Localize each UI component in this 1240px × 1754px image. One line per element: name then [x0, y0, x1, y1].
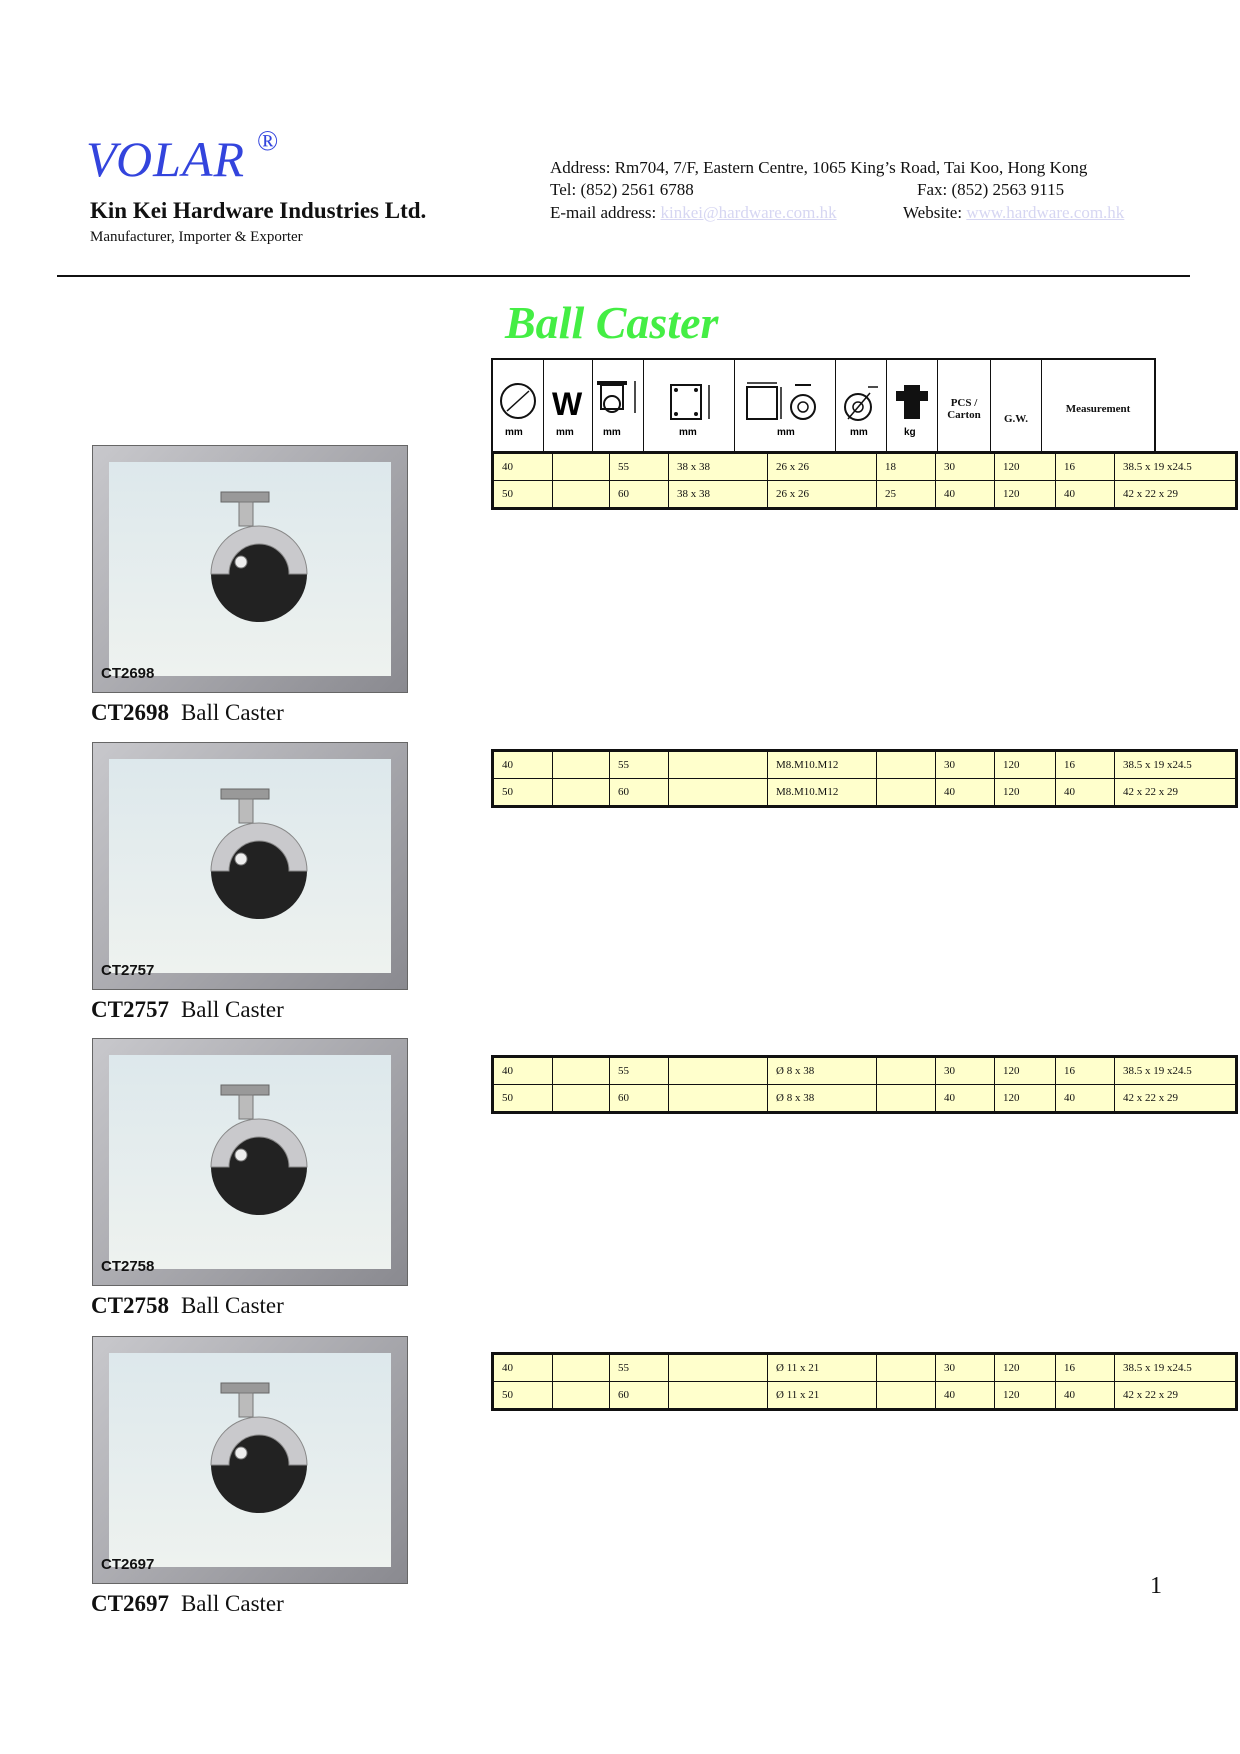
table-cell: 26 x 26	[768, 453, 877, 481]
product-name: Ball Caster	[180, 1293, 284, 1318]
photo-backdrop	[109, 1055, 391, 1269]
table-cell: 40	[936, 1382, 995, 1410]
table-row	[493, 779, 1237, 807]
ball-caster-illustration	[109, 759, 393, 975]
table-row	[493, 751, 1237, 779]
website-link[interactable]: www.hardware.com.hk	[966, 203, 1125, 222]
table-cell: 30	[936, 751, 995, 779]
svg-text:W: W	[552, 386, 583, 422]
company-name: Kin Kei Hardware Industries Ltd.	[90, 198, 427, 223]
table-cell: 30	[936, 453, 995, 481]
photo-code-label: CT2698	[101, 665, 155, 682]
spec-table	[491, 1055, 1238, 1114]
table-cell: 30	[936, 1354, 995, 1382]
spec-table	[491, 451, 1238, 510]
table-cell: 120	[995, 779, 1056, 807]
table-cell: Ø 11 x 21	[768, 1382, 877, 1410]
table-cell	[669, 751, 768, 779]
table-cell: 42 x 22 x 29	[1115, 1085, 1237, 1113]
table-cell: 40	[1056, 1085, 1115, 1113]
table-cell	[669, 1354, 768, 1382]
table-cell: 40	[493, 751, 553, 779]
table-cell: 50	[493, 779, 553, 807]
product-code: CT2758	[91, 1293, 169, 1318]
product-photo	[92, 445, 408, 693]
ball-caster-illustration	[109, 1055, 393, 1271]
product-photo	[92, 1336, 408, 1584]
header-divider	[57, 275, 1190, 277]
table-cell: 26 x 26	[768, 481, 877, 509]
unit-label: mm	[777, 427, 795, 438]
table-cell: 40	[493, 1354, 553, 1382]
table-cell: 120	[995, 751, 1056, 779]
product-code: CT2698	[91, 700, 169, 725]
unit-label: kg	[904, 427, 916, 438]
table-cell: 16	[1056, 453, 1115, 481]
table-cell: 55	[610, 751, 669, 779]
table-cell	[669, 1085, 768, 1113]
ball-caster-illustration	[109, 462, 393, 678]
product-caption	[91, 1293, 284, 1319]
table-cell	[553, 481, 610, 509]
photo-backdrop	[109, 462, 391, 676]
unit-label: mm	[603, 427, 621, 438]
table-cell: 40	[936, 481, 995, 509]
table-cell	[553, 1085, 610, 1113]
product-code: CT2757	[91, 997, 169, 1022]
table-cell: 38.5 x 19 x24.5	[1115, 1354, 1237, 1382]
address-line: Address: Rm704, 7/F, Eastern Centre, 1065 King’s Road, Tai Koo, Hong Kong	[550, 158, 1088, 177]
product-name: Ball Caster	[180, 997, 284, 1022]
table-row	[493, 1057, 1237, 1085]
photo-code-label: CT2697	[101, 1556, 155, 1573]
table-row	[493, 481, 1237, 509]
table-cell: 38.5 x 19 x24.5	[1115, 1057, 1237, 1085]
product-photo	[92, 742, 408, 990]
table-cell: 120	[995, 453, 1056, 481]
table-cell	[553, 779, 610, 807]
company-tagline: Manufacturer, Importer & Exporter	[90, 229, 303, 245]
table-cell: 50	[493, 1085, 553, 1113]
wheel-width-icon	[544, 359, 593, 459]
brand-logo: VOLAR	[86, 131, 246, 187]
table-cell: Ø 8 x 38	[768, 1085, 877, 1113]
table-cell: 50	[493, 481, 553, 509]
table-cell	[553, 453, 610, 481]
table-cell: Ø 8 x 38	[768, 1057, 877, 1085]
table-cell	[669, 1057, 768, 1085]
bolt-hole-spacing-icon	[735, 359, 836, 459]
table-cell	[669, 779, 768, 807]
product-caption	[91, 997, 284, 1023]
table-cell: 120	[995, 1057, 1056, 1085]
table-cell: 40	[493, 453, 553, 481]
table-cell: 42 x 22 x 29	[1115, 1382, 1237, 1410]
table-cell: 40	[493, 1057, 553, 1085]
offset-icon	[836, 359, 887, 459]
tel-line: Tel: (852) 2561 6788	[550, 180, 694, 199]
website-row	[903, 203, 1124, 223]
table-cell: 38.5 x 19 x24.5	[1115, 453, 1237, 481]
table-cell: 18	[877, 453, 936, 481]
table-cell: 40	[936, 779, 995, 807]
caster-height-icon	[593, 359, 644, 459]
spec-table	[491, 749, 1238, 808]
spec-header-table	[491, 358, 1156, 460]
email-row	[550, 203, 837, 223]
unit-label: mm	[505, 427, 523, 438]
table-cell: 120	[995, 1085, 1056, 1113]
table-cell: 60	[610, 1085, 669, 1113]
table-cell: 55	[610, 1057, 669, 1085]
website-label: Website:	[903, 203, 963, 222]
unit-label: mm	[679, 427, 697, 438]
product-name: Ball Caster	[180, 700, 284, 725]
table-row	[493, 1085, 1237, 1113]
table-cell: 16	[1056, 751, 1115, 779]
table-cell: 120	[995, 481, 1056, 509]
registered-mark: ®	[257, 126, 279, 157]
email-link[interactable]: kinkei@hardware.com.hk	[660, 203, 837, 222]
table-cell	[553, 1354, 610, 1382]
table-cell: 16	[1056, 1057, 1115, 1085]
table-cell: 60	[610, 1382, 669, 1410]
measurement-header: Measurement	[1042, 359, 1156, 459]
photo-backdrop	[109, 759, 391, 973]
table-cell	[877, 1354, 936, 1382]
product-caption	[91, 700, 284, 726]
table-cell: 25	[877, 481, 936, 509]
fax-line: Fax: (852) 2563 9115	[917, 180, 1065, 199]
unit-label: mm	[556, 427, 574, 438]
table-cell: 55	[610, 1354, 669, 1382]
table-cell: 30	[936, 1057, 995, 1085]
spec-table	[491, 1352, 1238, 1411]
table-cell: 40	[936, 1085, 995, 1113]
pcs-carton-header: PCS / Carton	[938, 359, 991, 459]
photo-code-label: CT2757	[101, 962, 155, 979]
ball-caster-illustration	[109, 1353, 393, 1569]
table-row	[493, 453, 1237, 481]
table-cell: M8.M10.M12	[768, 751, 877, 779]
table-cell: Ø 11 x 21	[768, 1354, 877, 1382]
table-cell: M8.M10.M12	[768, 779, 877, 807]
photo-backdrop	[109, 1353, 391, 1567]
load-capacity-icon	[887, 359, 938, 459]
table-cell: 120	[995, 1354, 1056, 1382]
table-cell: 38.5 x 19 x24.5	[1115, 751, 1237, 779]
table-row	[493, 1382, 1237, 1410]
table-cell: 42 x 22 x 29	[1115, 481, 1237, 509]
table-cell: 42 x 22 x 29	[1115, 779, 1237, 807]
table-cell: 60	[610, 779, 669, 807]
table-cell: 50	[493, 1382, 553, 1410]
table-cell	[877, 1382, 936, 1410]
plate-size-icon	[644, 359, 735, 459]
table-cell: 40	[1056, 779, 1115, 807]
table-cell: 16	[1056, 1354, 1115, 1382]
product-caption	[91, 1591, 284, 1617]
table-cell	[877, 779, 936, 807]
table-cell: 60	[610, 481, 669, 509]
email-label: E-mail address:	[550, 203, 657, 222]
table-cell	[553, 1057, 610, 1085]
table-cell	[553, 1382, 610, 1410]
unit-label: mm	[850, 427, 868, 438]
gw-header: G.W.	[991, 359, 1042, 459]
photo-code-label: CT2758	[101, 1258, 155, 1275]
table-cell	[877, 1085, 936, 1113]
table-cell: 40	[1056, 481, 1115, 509]
product-photo	[92, 1038, 408, 1286]
page-number: 1	[1150, 1573, 1162, 1599]
table-cell: 38 x 38	[669, 453, 768, 481]
page-title: Ball Caster	[505, 297, 719, 348]
table-cell: 38 x 38	[669, 481, 768, 509]
table-cell: 55	[610, 453, 669, 481]
table-cell	[553, 751, 610, 779]
table-cell	[669, 1382, 768, 1410]
product-code: CT2697	[91, 1591, 169, 1616]
table-row	[493, 1354, 1237, 1382]
table-cell: 40	[1056, 1382, 1115, 1410]
table-cell: 120	[995, 1382, 1056, 1410]
product-name: Ball Caster	[180, 1591, 284, 1616]
table-cell	[877, 751, 936, 779]
wheel-diameter-icon	[492, 359, 544, 459]
table-cell	[877, 1057, 936, 1085]
